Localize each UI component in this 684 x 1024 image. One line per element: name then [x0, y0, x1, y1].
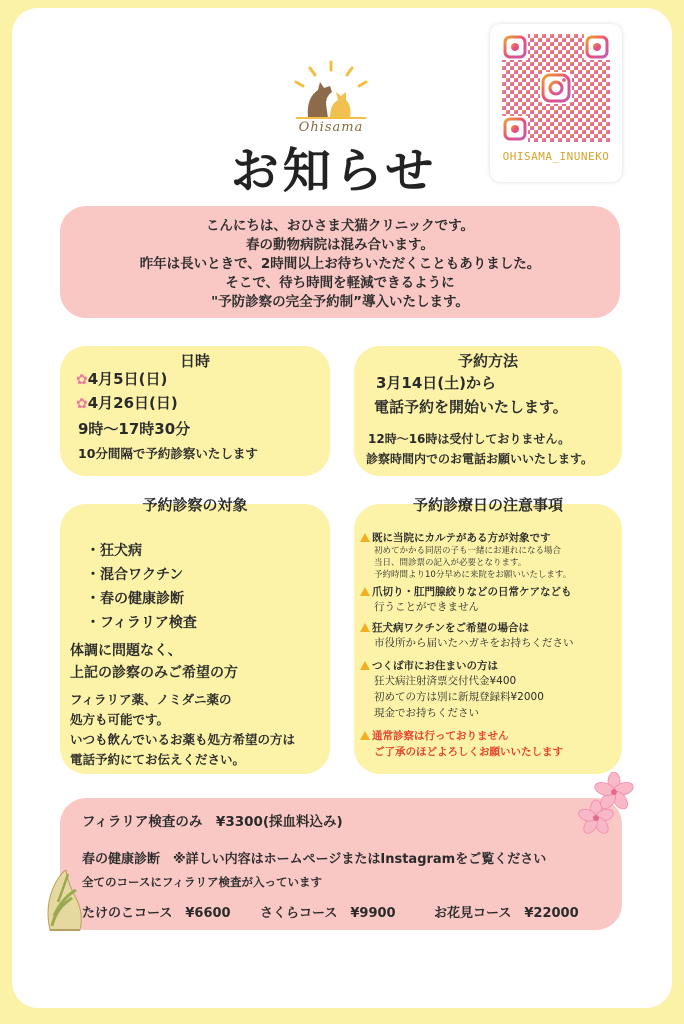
note-item: 通常診察は行っておりません	[360, 728, 509, 743]
dates-heading: 日時	[179, 352, 210, 370]
sakura-flower-icon: ✿	[76, 372, 88, 388]
method-line-1: 3月14日(土)から	[376, 374, 497, 392]
target-box	[60, 496, 330, 774]
sakura-flower-icon	[574, 772, 638, 842]
method-note-2: 診察時間内でのお電話お願いいたします。	[366, 452, 594, 466]
logo-text: Ohisama	[298, 120, 364, 135]
instagram-handle: OHISAMA_INUNEKO	[502, 150, 610, 163]
note-item: つくば市にお住まいの方は	[360, 658, 498, 673]
notes-box	[354, 496, 622, 774]
warning-icon	[360, 623, 370, 632]
note-sub: 狂犬病注射済票交付代金¥400	[374, 675, 517, 687]
extra-line: 電話予約にてお伝えください。	[70, 752, 246, 767]
sakura-flower-icon: ✿	[76, 396, 88, 412]
note-sub: 市役所から届いたハガキをお持ちください	[374, 637, 574, 649]
method-note-1: 12時〜16時は受付しておりません。	[368, 432, 571, 446]
extra-line: フィラリア薬、ノミダニ薬の	[70, 692, 232, 707]
dates-box	[60, 346, 330, 476]
note-sub: 当日、問診票の記入が必要となります。	[374, 558, 527, 568]
date-1: ✿4月5日(日)	[76, 370, 168, 388]
note-item: 狂犬病ワクチンをご希望の場合は	[360, 620, 529, 635]
note-item: 爪切り・肛門腺絞りなどの日常ケアなども	[360, 584, 572, 599]
warning-icon	[360, 587, 370, 596]
date-2: ✿4月26日(日)	[76, 394, 178, 412]
intro-line: こんにちは、おひさま犬猫クリニックです。	[205, 218, 475, 234]
note-item: 既に当院にカルテがある方が対象です	[360, 530, 551, 545]
page-title: お知らせ	[230, 143, 438, 199]
bamboo-shoot-icon	[42, 868, 88, 934]
condition-line-1: 体調に問題なく、	[70, 643, 182, 659]
instagram-qr-icon[interactable]	[502, 34, 610, 142]
target-item: ・春の健康診断	[86, 591, 184, 607]
intro-line: 昨年は長いときで、2時間以上お待ちいただくこともありました。	[139, 256, 541, 272]
condition-line-2: 上記の診察のみご希望の方	[70, 665, 238, 681]
course-price: たけのこコース ¥6600	[82, 906, 231, 921]
extra-line: いつも飲んでいるお薬も処方希望の方は	[70, 732, 296, 747]
target-heading: 予約診察の対象	[142, 496, 248, 514]
intro-line: "予防診察の完全予約制”導入いたします。	[211, 294, 469, 310]
warning-icon	[360, 731, 370, 740]
all-courses-note: 全てのコースにフィラリア検査が入っています	[82, 875, 323, 889]
method-box	[354, 346, 622, 476]
note-sub: 初めての方は別に新規登録料¥2000	[374, 691, 544, 703]
method-heading: 予約方法	[457, 352, 518, 370]
intro-box	[60, 206, 620, 318]
hours: 9時〜17時30分	[78, 420, 191, 438]
intro-line: そこで、待ち時間を軽減できるように	[225, 275, 455, 291]
warning-icon	[360, 661, 370, 670]
checkup-note: 春の健康診断 ※詳しい内容はホームページまたはInstagramをご覧ください	[82, 852, 547, 867]
intro-line: 春の動物病院は混み合います。	[246, 237, 434, 253]
note-sub: 行うことができません	[374, 601, 479, 613]
extra-line: 処方も可能です。	[70, 712, 170, 727]
note-sub: 現金でお持ちください	[374, 707, 479, 719]
target-item: ・フィラリア検査	[86, 615, 197, 631]
note-sub: 予約時間より10分早めに来院をお願いいたします。	[374, 570, 572, 580]
target-item: ・狂犬病	[86, 543, 142, 559]
note-sub: 初めてかかる同居の子も一緒にお連れになる場合	[374, 546, 562, 556]
method-line-2: 電話予約を開始いたします。	[374, 398, 568, 416]
course-price: お花見コース ¥22000	[434, 906, 579, 921]
interval-note: 10分間隔で予約診察いたします	[78, 446, 258, 461]
warning-icon	[360, 533, 370, 542]
notes-heading: 予約診療日の注意事項	[412, 496, 563, 514]
note-sub: ご了承のほどよろしくお願いいたします	[374, 746, 563, 758]
course-price: さくらコース ¥9900	[260, 906, 396, 921]
price-box	[60, 798, 622, 930]
instagram-qr-card[interactable]	[490, 24, 622, 182]
target-item: ・混合ワクチン	[86, 567, 184, 583]
filaria-price: フィラリア検査のみ ¥3300(採血料込み)	[82, 814, 343, 830]
